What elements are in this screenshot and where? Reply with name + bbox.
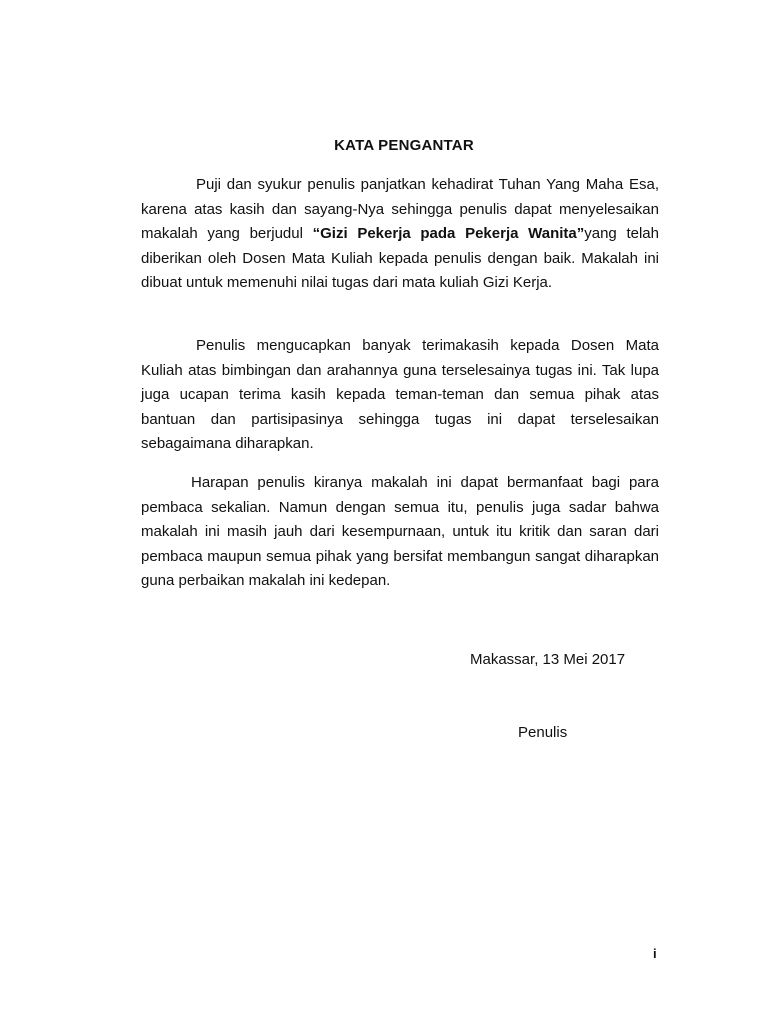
paragraph-1-text-start: Puji dan syukur penulis panjatkan kehadirat Tuhan Yang Maha Esa, karena atas kasih dan sayang-Nya sehingga penulis dapat menyelesaikan makalah yang berjudul	[141, 176, 659, 243]
paragraph-1-text-end: yang telah diberikan oleh Dosen Mata Kuliah kepada penulis dengan baik. Makalah ini dibuat untuk memenuhi nilai tugas dari mata kuliah Gizi Kerja.	[141, 225, 659, 292]
signature: Penulis	[518, 724, 568, 741]
page-title: KATA PENGANTAR	[334, 137, 474, 154]
paper-title-bold: “Gizi Pekerja pada Pekerja Wanita”	[312, 225, 585, 243]
paragraph-1	[141, 173, 659, 296]
paragraph-3: Harapan penulis kiranya makalah ini dapat bermanfaat bagi para pembaca sekalian. Namun dengan semua itu, penulis juga sadar bahwa makalah ini masih jauh dari kesempurnaan, untuk itu kritik dan saran dari pembaca maupun semua pihak yang bersifat membangun sangat diharapkan guna perbaikan makalah ini kedepan.	[141, 474, 659, 590]
place-date: Makassar, 13 Mei 2017	[470, 651, 626, 668]
page-number: i	[653, 946, 657, 961]
paragraph-2: Penulis mengucapkan banyak terimakasih kepada Dosen Mata Kuliah atas bimbingan dan arahannya guna terselesainya tugas ini. Tak lupa juga ucapan terima kasih kepada teman-teman dan semua pihak atas bantuan dan partisipasinya sehingga tugas ini dapat terselesaikan sebagaimana diharapkan.	[141, 337, 659, 453]
